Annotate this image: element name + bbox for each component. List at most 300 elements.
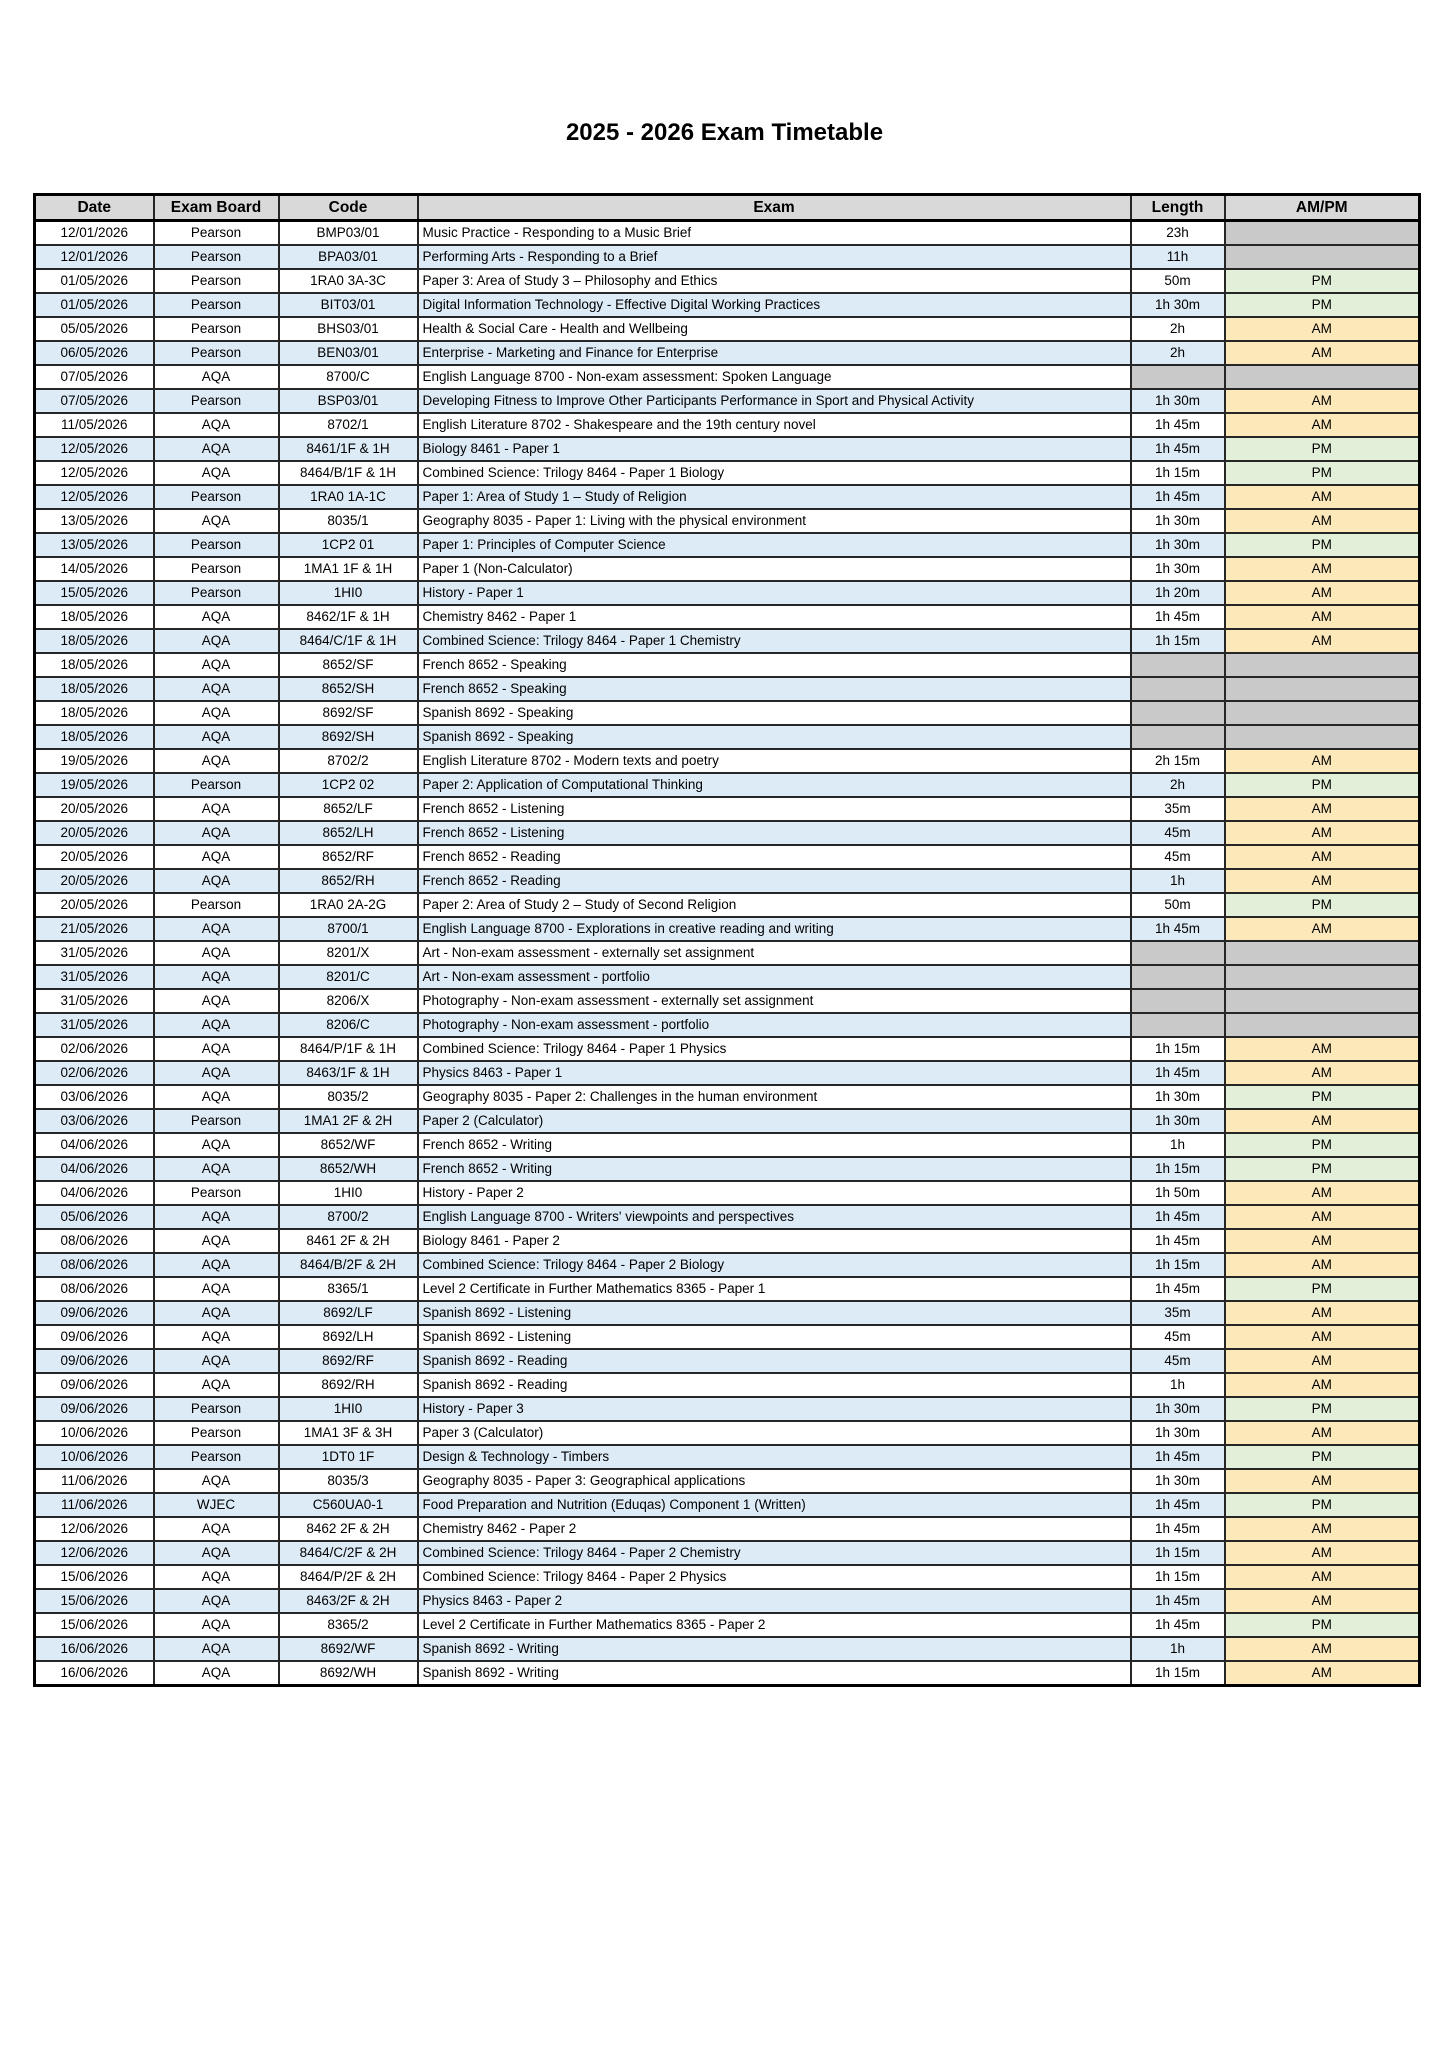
- length-cell: 45m: [1131, 1349, 1225, 1373]
- ampm-cell: PM: [1225, 1493, 1420, 1517]
- ampm-cell: AM: [1225, 1181, 1420, 1205]
- column-header-date: Date: [35, 195, 154, 221]
- exam-cell: Paper 1: Principles of Computer Science: [418, 533, 1131, 557]
- code-cell: 8652/SH: [279, 677, 418, 701]
- ampm-cell: [1225, 677, 1420, 701]
- length-cell: 50m: [1131, 269, 1225, 293]
- exam-board-cell: Pearson: [154, 1181, 279, 1205]
- exam-row: [35, 533, 1420, 557]
- exam-board-cell: Pearson: [154, 341, 279, 365]
- date-cell: 01/05/2026: [35, 293, 154, 317]
- exam-cell: French 8652 - Listening: [418, 797, 1131, 821]
- date-cell: 10/06/2026: [35, 1421, 154, 1445]
- date-cell: 08/06/2026: [35, 1229, 154, 1253]
- exam-cell: Art - Non-exam assessment - portfolio: [418, 965, 1131, 989]
- exam-cell: Spanish 8692 - Listening: [418, 1325, 1131, 1349]
- exam-board-cell: AQA: [154, 1325, 279, 1349]
- date-cell: 31/05/2026: [35, 965, 154, 989]
- exam-board-cell: AQA: [154, 1373, 279, 1397]
- ampm-cell: AM: [1225, 1469, 1420, 1493]
- length-cell: 1h: [1131, 1133, 1225, 1157]
- length-cell: 35m: [1131, 797, 1225, 821]
- exam-row: [35, 1253, 1420, 1277]
- exam-row: [35, 1397, 1420, 1421]
- date-cell: 20/05/2026: [35, 821, 154, 845]
- code-cell: 8464/C/2F & 2H: [279, 1541, 418, 1565]
- date-cell: 20/05/2026: [35, 845, 154, 869]
- exam-cell: Spanish 8692 - Speaking: [418, 725, 1131, 749]
- exam-cell: Biology 8461 - Paper 2: [418, 1229, 1131, 1253]
- date-cell: 13/05/2026: [35, 509, 154, 533]
- exam-row: [35, 1493, 1420, 1517]
- exam-row: [35, 341, 1420, 365]
- exam-board-cell: AQA: [154, 701, 279, 725]
- exam-board-cell: AQA: [154, 653, 279, 677]
- length-cell: 1h: [1131, 869, 1225, 893]
- ampm-cell: AM: [1225, 629, 1420, 653]
- exam-board-cell: Pearson: [154, 533, 279, 557]
- exam-board-cell: AQA: [154, 1589, 279, 1613]
- length-cell: 1h 45m: [1131, 1277, 1225, 1301]
- ampm-cell: [1225, 245, 1420, 269]
- length-cell: 1h 30m: [1131, 293, 1225, 317]
- length-cell: 1h 30m: [1131, 509, 1225, 533]
- exam-cell: Physics 8463 - Paper 1: [418, 1061, 1131, 1085]
- ampm-cell: AM: [1225, 869, 1420, 893]
- exam-board-cell: AQA: [154, 1301, 279, 1325]
- code-cell: 8652/LH: [279, 821, 418, 845]
- exam-row: [35, 893, 1420, 917]
- code-cell: 8652/RH: [279, 869, 418, 893]
- ampm-cell: AM: [1225, 341, 1420, 365]
- exam-row: [35, 845, 1420, 869]
- exam-row: [35, 797, 1420, 821]
- length-cell: 1h 15m: [1131, 1541, 1225, 1565]
- length-cell: 1h 45m: [1131, 1493, 1225, 1517]
- exam-board-cell: AQA: [154, 1541, 279, 1565]
- exam-board-cell: AQA: [154, 725, 279, 749]
- code-cell: BSP03/01: [279, 389, 418, 413]
- exam-row: [35, 269, 1420, 293]
- exam-row: [35, 629, 1420, 653]
- column-header-am-pm: AM/PM: [1225, 195, 1420, 221]
- exam-row: [35, 1157, 1420, 1181]
- exam-row: [35, 317, 1420, 341]
- code-cell: 1HI0: [279, 581, 418, 605]
- code-cell: 8692/RF: [279, 1349, 418, 1373]
- date-cell: 15/06/2026: [35, 1589, 154, 1613]
- code-cell: 1RA0 3A-3C: [279, 269, 418, 293]
- length-cell: 1h 45m: [1131, 605, 1225, 629]
- code-cell: 8035/1: [279, 509, 418, 533]
- exam-board-cell: Pearson: [154, 1397, 279, 1421]
- length-cell: [1131, 653, 1225, 677]
- exam-cell: French 8652 - Reading: [418, 869, 1131, 893]
- code-cell: 8201/X: [279, 941, 418, 965]
- ampm-cell: AM: [1225, 1061, 1420, 1085]
- date-cell: 13/05/2026: [35, 533, 154, 557]
- date-cell: 03/06/2026: [35, 1085, 154, 1109]
- column-header-length: Length: [1131, 195, 1225, 221]
- exam-cell: English Literature 8702 - Modern texts and poetry: [418, 749, 1131, 773]
- exam-cell: Photography - Non-exam assessment - externally set assignment: [418, 989, 1131, 1013]
- date-cell: 12/05/2026: [35, 437, 154, 461]
- ampm-cell: [1225, 221, 1420, 246]
- exam-row: [35, 1445, 1420, 1469]
- code-cell: 1HI0: [279, 1397, 418, 1421]
- exam-cell: Digital Information Technology - Effective Digital Working Practices: [418, 293, 1131, 317]
- exam-cell: Chemistry 8462 - Paper 1: [418, 605, 1131, 629]
- ampm-cell: [1225, 701, 1420, 725]
- date-cell: 08/06/2026: [35, 1277, 154, 1301]
- ampm-cell: [1225, 1013, 1420, 1037]
- code-cell: 8692/SH: [279, 725, 418, 749]
- exam-cell: English Language 8700 - Explorations in creative reading and writing: [418, 917, 1131, 941]
- length-cell: 1h 30m: [1131, 1421, 1225, 1445]
- exam-row: [35, 1133, 1420, 1157]
- ampm-cell: AM: [1225, 1517, 1420, 1541]
- exam-cell: Paper 3: Area of Study 3 – Philosophy and Ethics: [418, 269, 1131, 293]
- code-cell: BIT03/01: [279, 293, 418, 317]
- ampm-cell: PM: [1225, 533, 1420, 557]
- code-cell: 8461/1F & 1H: [279, 437, 418, 461]
- exam-row: [35, 1301, 1420, 1325]
- exam-cell: Paper 1: Area of Study 1 – Study of Religion: [418, 485, 1131, 509]
- date-cell: 19/05/2026: [35, 773, 154, 797]
- exam-board-cell: AQA: [154, 797, 279, 821]
- length-cell: 1h 30m: [1131, 1085, 1225, 1109]
- exam-row: [35, 437, 1420, 461]
- code-cell: 8652/SF: [279, 653, 418, 677]
- code-cell: 8201/C: [279, 965, 418, 989]
- ampm-cell: AM: [1225, 1229, 1420, 1253]
- date-cell: 14/05/2026: [35, 557, 154, 581]
- date-cell: 09/06/2026: [35, 1397, 154, 1421]
- exam-row: [35, 365, 1420, 389]
- length-cell: [1131, 965, 1225, 989]
- exam-row: [35, 1085, 1420, 1109]
- exam-cell: French 8652 - Reading: [418, 845, 1131, 869]
- exam-row: [35, 221, 1420, 246]
- exam-cell: Spanish 8692 - Reading: [418, 1349, 1131, 1373]
- date-cell: 12/01/2026: [35, 245, 154, 269]
- exam-board-cell: AQA: [154, 1517, 279, 1541]
- length-cell: 1h 30m: [1131, 389, 1225, 413]
- code-cell: 8462/1F & 1H: [279, 605, 418, 629]
- exam-row: [35, 293, 1420, 317]
- ampm-cell: AM: [1225, 557, 1420, 581]
- exam-row: [35, 989, 1420, 1013]
- length-cell: 2h: [1131, 341, 1225, 365]
- date-cell: 11/05/2026: [35, 413, 154, 437]
- timetable-body: [35, 221, 1420, 1686]
- date-cell: 31/05/2026: [35, 941, 154, 965]
- exam-row: [35, 1205, 1420, 1229]
- exam-row: [35, 653, 1420, 677]
- exam-board-cell: AQA: [154, 1637, 279, 1661]
- exam-row: [35, 1109, 1420, 1133]
- exam-board-cell: AQA: [154, 1277, 279, 1301]
- ampm-cell: AM: [1225, 1421, 1420, 1445]
- ampm-cell: [1225, 989, 1420, 1013]
- column-header-exam: Exam: [418, 195, 1131, 221]
- date-cell: 04/06/2026: [35, 1157, 154, 1181]
- exam-board-cell: Pearson: [154, 1421, 279, 1445]
- exam-row: [35, 509, 1420, 533]
- ampm-cell: PM: [1225, 773, 1420, 797]
- exam-cell: French 8652 - Speaking: [418, 653, 1131, 677]
- date-cell: 09/06/2026: [35, 1349, 154, 1373]
- exam-row: [35, 1469, 1420, 1493]
- exam-cell: French 8652 - Speaking: [418, 677, 1131, 701]
- exam-row: [35, 821, 1420, 845]
- ampm-cell: AM: [1225, 749, 1420, 773]
- code-cell: 1MA1 3F & 3H: [279, 1421, 418, 1445]
- date-cell: 02/06/2026: [35, 1061, 154, 1085]
- exam-board-cell: Pearson: [154, 245, 279, 269]
- code-cell: 8652/RF: [279, 845, 418, 869]
- date-cell: 18/05/2026: [35, 701, 154, 725]
- code-cell: 8700/2: [279, 1205, 418, 1229]
- date-cell: 16/06/2026: [35, 1661, 154, 1686]
- exam-row: [35, 413, 1420, 437]
- ampm-cell: PM: [1225, 1085, 1420, 1109]
- exam-board-cell: Pearson: [154, 221, 279, 246]
- code-cell: 8652/WH: [279, 1157, 418, 1181]
- code-cell: 8692/WH: [279, 1661, 418, 1686]
- exam-row: [35, 581, 1420, 605]
- length-cell: 1h 20m: [1131, 581, 1225, 605]
- code-cell: 8461 2F & 2H: [279, 1229, 418, 1253]
- ampm-cell: AM: [1225, 389, 1420, 413]
- page-title: 2025 - 2026 Exam Timetable: [565, 119, 884, 146]
- exam-board-cell: Pearson: [154, 293, 279, 317]
- exam-row: [35, 1013, 1420, 1037]
- exam-cell: Paper 2: Application of Computational Thinking: [418, 773, 1131, 797]
- exam-board-cell: WJEC: [154, 1493, 279, 1517]
- exam-board-cell: AQA: [154, 965, 279, 989]
- date-cell: 09/06/2026: [35, 1373, 154, 1397]
- exam-cell: History - Paper 3: [418, 1397, 1131, 1421]
- code-cell: 1CP2 02: [279, 773, 418, 797]
- code-cell: C560UA0-1: [279, 1493, 418, 1517]
- date-cell: 31/05/2026: [35, 989, 154, 1013]
- length-cell: 1h 45m: [1131, 1229, 1225, 1253]
- exam-cell: Spanish 8692 - Writing: [418, 1637, 1131, 1661]
- ampm-cell: PM: [1225, 269, 1420, 293]
- length-cell: 35m: [1131, 1301, 1225, 1325]
- exam-row: [35, 1277, 1420, 1301]
- date-cell: 12/06/2026: [35, 1517, 154, 1541]
- exam-row: [35, 245, 1420, 269]
- exam-board-cell: AQA: [154, 605, 279, 629]
- exam-row: [35, 1565, 1420, 1589]
- code-cell: 8464/B/1F & 1H: [279, 461, 418, 485]
- exam-row: [35, 965, 1420, 989]
- exam-board-cell: AQA: [154, 1205, 279, 1229]
- exam-cell: Photography - Non-exam assessment - portfolio: [418, 1013, 1131, 1037]
- code-cell: BMP03/01: [279, 221, 418, 246]
- exam-cell: Enterprise - Marketing and Finance for Enterprise: [418, 341, 1131, 365]
- exam-row: [35, 461, 1420, 485]
- length-cell: 1h 15m: [1131, 1661, 1225, 1686]
- exam-board-cell: AQA: [154, 845, 279, 869]
- code-cell: 8462 2F & 2H: [279, 1517, 418, 1541]
- exam-row: [35, 773, 1420, 797]
- length-cell: 1h 45m: [1131, 917, 1225, 941]
- date-cell: 06/05/2026: [35, 341, 154, 365]
- date-cell: 15/06/2026: [35, 1613, 154, 1637]
- exam-board-cell: Pearson: [154, 893, 279, 917]
- exam-cell: Combined Science: Trilogy 8464 - Paper 2 Biology: [418, 1253, 1131, 1277]
- exam-row: [35, 1325, 1420, 1349]
- exam-board-cell: AQA: [154, 1037, 279, 1061]
- ampm-cell: AM: [1225, 413, 1420, 437]
- date-cell: 09/06/2026: [35, 1301, 154, 1325]
- length-cell: 1h 45m: [1131, 1517, 1225, 1541]
- length-cell: 1h 30m: [1131, 1109, 1225, 1133]
- ampm-cell: AM: [1225, 1325, 1420, 1349]
- length-cell: 1h 45m: [1131, 1445, 1225, 1469]
- exam-board-cell: Pearson: [154, 581, 279, 605]
- exam-row: [35, 1613, 1420, 1637]
- length-cell: 23h: [1131, 221, 1225, 246]
- exam-row: [35, 1421, 1420, 1445]
- ampm-cell: AM: [1225, 1037, 1420, 1061]
- code-cell: 1MA1 1F & 1H: [279, 557, 418, 581]
- code-cell: 1DT0 1F: [279, 1445, 418, 1469]
- exam-board-cell: AQA: [154, 989, 279, 1013]
- exam-cell: Combined Science: Trilogy 8464 - Paper 1 Chemistry: [418, 629, 1131, 653]
- date-cell: 12/05/2026: [35, 461, 154, 485]
- code-cell: 8702/2: [279, 749, 418, 773]
- code-cell: 8692/WF: [279, 1637, 418, 1661]
- column-header-code: Code: [279, 195, 418, 221]
- exam-cell: Spanish 8692 - Listening: [418, 1301, 1131, 1325]
- ampm-cell: [1225, 653, 1420, 677]
- exam-board-cell: AQA: [154, 749, 279, 773]
- ampm-cell: AM: [1225, 1565, 1420, 1589]
- ampm-cell: AM: [1225, 1205, 1420, 1229]
- exam-cell: Combined Science: Trilogy 8464 - Paper 2 Chemistry: [418, 1541, 1131, 1565]
- exam-board-cell: AQA: [154, 677, 279, 701]
- length-cell: 45m: [1131, 1325, 1225, 1349]
- ampm-cell: AM: [1225, 509, 1420, 533]
- exam-cell: Geography 8035 - Paper 3: Geographical applications: [418, 1469, 1131, 1493]
- exam-row: [35, 917, 1420, 941]
- date-cell: 01/05/2026: [35, 269, 154, 293]
- length-cell: 1h 45m: [1131, 1613, 1225, 1637]
- date-cell: 20/05/2026: [35, 893, 154, 917]
- date-cell: 09/06/2026: [35, 1325, 154, 1349]
- exam-cell: Spanish 8692 - Speaking: [418, 701, 1131, 725]
- ampm-cell: AM: [1225, 797, 1420, 821]
- exam-cell: Combined Science: Trilogy 8464 - Paper 1 Biology: [418, 461, 1131, 485]
- exam-board-cell: AQA: [154, 509, 279, 533]
- exam-board-cell: Pearson: [154, 389, 279, 413]
- length-cell: 1h: [1131, 1637, 1225, 1661]
- exam-board-cell: Pearson: [154, 1109, 279, 1133]
- length-cell: 1h 30m: [1131, 557, 1225, 581]
- exam-row: [35, 1541, 1420, 1565]
- length-cell: [1131, 701, 1225, 725]
- ampm-cell: PM: [1225, 293, 1420, 317]
- exam-board-cell: AQA: [154, 1085, 279, 1109]
- date-cell: 20/05/2026: [35, 797, 154, 821]
- exam-board-cell: AQA: [154, 1469, 279, 1493]
- ampm-cell: PM: [1225, 1397, 1420, 1421]
- length-cell: [1131, 941, 1225, 965]
- code-cell: BEN03/01: [279, 341, 418, 365]
- length-cell: 45m: [1131, 845, 1225, 869]
- exam-row: [35, 941, 1420, 965]
- exam-row: [35, 1589, 1420, 1613]
- exam-cell: Performing Arts - Responding to a Brief: [418, 245, 1131, 269]
- exam-cell: Chemistry 8462 - Paper 2: [418, 1517, 1131, 1541]
- ampm-cell: AM: [1225, 1349, 1420, 1373]
- exam-cell: Food Preparation and Nutrition (Eduqas) Component 1 (Written): [418, 1493, 1131, 1517]
- exam-board-cell: AQA: [154, 1013, 279, 1037]
- code-cell: 1HI0: [279, 1181, 418, 1205]
- ampm-cell: [1225, 365, 1420, 389]
- length-cell: 2h 15m: [1131, 749, 1225, 773]
- date-cell: 11/06/2026: [35, 1493, 154, 1517]
- length-cell: 2h: [1131, 773, 1225, 797]
- exam-board-cell: AQA: [154, 461, 279, 485]
- exam-row: [35, 1637, 1420, 1661]
- code-cell: 8035/2: [279, 1085, 418, 1109]
- exam-board-cell: AQA: [154, 1061, 279, 1085]
- ampm-cell: AM: [1225, 1589, 1420, 1613]
- exam-cell: Biology 8461 - Paper 1: [418, 437, 1131, 461]
- length-cell: 1h: [1131, 1373, 1225, 1397]
- exam-cell: Combined Science: Trilogy 8464 - Paper 1 Physics: [418, 1037, 1131, 1061]
- ampm-cell: PM: [1225, 1133, 1420, 1157]
- ampm-cell: PM: [1225, 461, 1420, 485]
- exam-cell: Music Practice - Responding to a Music Brief: [418, 221, 1131, 246]
- exam-row: [35, 1229, 1420, 1253]
- exam-cell: Paper 2 (Calculator): [418, 1109, 1131, 1133]
- ampm-cell: AM: [1225, 845, 1420, 869]
- code-cell: 8464/C/1F & 1H: [279, 629, 418, 653]
- exam-row: [35, 869, 1420, 893]
- exam-board-cell: Pearson: [154, 485, 279, 509]
- code-cell: 8035/3: [279, 1469, 418, 1493]
- ampm-cell: [1225, 725, 1420, 749]
- exam-cell: Design & Technology - Timbers: [418, 1445, 1131, 1469]
- length-cell: 11h: [1131, 245, 1225, 269]
- code-cell: 8692/RH: [279, 1373, 418, 1397]
- code-cell: 1MA1 2F & 2H: [279, 1109, 418, 1133]
- ampm-cell: AM: [1225, 1373, 1420, 1397]
- code-cell: 8464/P/2F & 2H: [279, 1565, 418, 1589]
- date-cell: 03/06/2026: [35, 1109, 154, 1133]
- code-cell: 8463/1F & 1H: [279, 1061, 418, 1085]
- ampm-cell: PM: [1225, 437, 1420, 461]
- exam-board-cell: Pearson: [154, 1445, 279, 1469]
- column-header-exam-board: Exam Board: [154, 195, 279, 221]
- code-cell: 8702/1: [279, 413, 418, 437]
- length-cell: 45m: [1131, 821, 1225, 845]
- exam-row: [35, 1061, 1420, 1085]
- date-cell: 31/05/2026: [35, 1013, 154, 1037]
- exam-board-cell: AQA: [154, 1349, 279, 1373]
- date-cell: 18/05/2026: [35, 677, 154, 701]
- ampm-cell: PM: [1225, 1613, 1420, 1637]
- length-cell: 1h 15m: [1131, 1157, 1225, 1181]
- exam-board-cell: AQA: [154, 1613, 279, 1637]
- exam-row: [35, 605, 1420, 629]
